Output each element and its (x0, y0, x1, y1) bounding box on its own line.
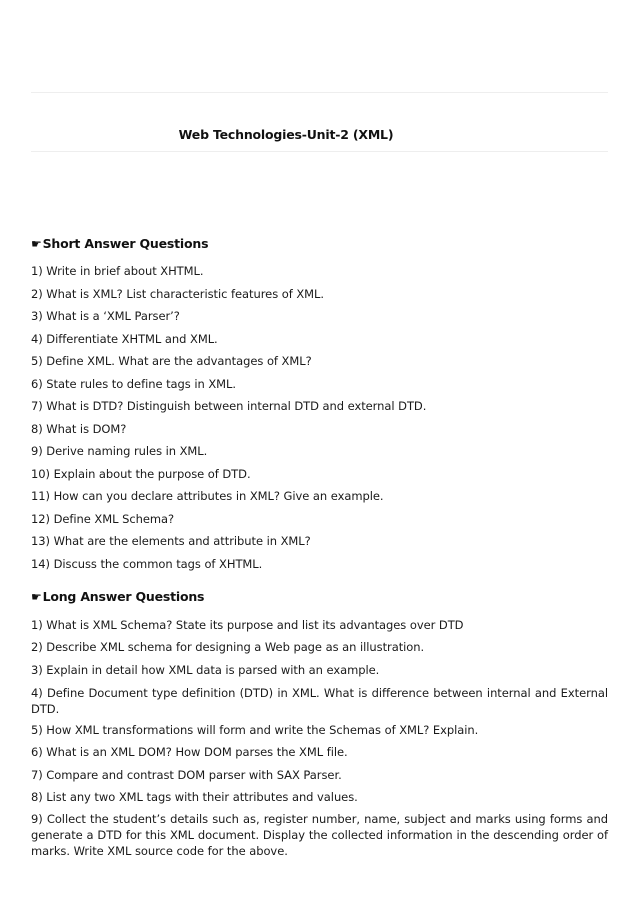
list-item: 11) How can you declare attributes in XML? Give an example. (31, 489, 384, 503)
page-title: Web Technologies-Unit-2 (XML) (178, 127, 394, 142)
long-answer-heading-label: Long Answer Questions (42, 589, 205, 604)
short-answer-heading-label: Short Answer Questions (42, 236, 209, 251)
list-item: 6) What is an XML DOM? How DOM parses the XML file. (31, 745, 348, 759)
list-item: 5) Define XML. What are the advantages of XML? (31, 354, 312, 368)
list-item: 9) Derive naming rules in XML. (31, 444, 208, 458)
list-item: 10) Explain about the purpose of DTD. (31, 467, 251, 481)
list-item: 1) What is XML Schema? State its purpose and list its advantages over DTD (31, 618, 464, 632)
pointing-hand-icon: ☛ (31, 590, 42, 604)
title-divider (31, 151, 608, 152)
list-item: 3) What is a ‘XML Parser’? (31, 309, 180, 323)
list-item: 6) State rules to define tags in XML. (31, 377, 236, 391)
list-item: 3) Explain in detail how XML data is parsed with an example. (31, 663, 380, 677)
list-item: 12) Define XML Schema? (31, 512, 175, 526)
list-item: 2) Describe XML schema for designing a Web page as an illustration. (31, 640, 425, 654)
top-divider (31, 92, 608, 93)
list-item: 14) Discuss the common tags of XHTML. (31, 557, 263, 571)
list-item: 5) How XML transformations will form and write the Schemas of XML? Explain. (31, 723, 479, 737)
list-item: 4) Differentiate XHTML and XML. (31, 332, 218, 346)
list-item: 8) What is DOM? (31, 422, 127, 436)
list-item: 7) Compare and contrast DOM parser with SAX Parser. (31, 768, 342, 782)
short-answer-heading (31, 236, 208, 251)
pointing-hand-icon: ☛ (31, 237, 42, 251)
list-item: 7) What is DTD? Distinguish between internal DTD and external DTD. (31, 399, 427, 413)
list-item: 2) What is XML? List characteristic features of XML. (31, 287, 325, 301)
list-item: 1) Write in brief about XHTML. (31, 264, 204, 278)
list-item: 4) Define Document type definition (DTD) in XML. What is difference between internal and External DTD. (31, 686, 608, 716)
list-item: 13) What are the elements and attribute in XML? (31, 534, 311, 548)
list-item: 8) List any two XML tags with their attributes and values. (31, 790, 358, 804)
list-item: 9) Collect the student’s details such as, register number, name, subject and marks using forms and generate a DTD for this XML document. Display the collected information in the descending order of marks. Write XML source code for the above. (31, 812, 608, 858)
long-answer-heading (31, 589, 204, 604)
